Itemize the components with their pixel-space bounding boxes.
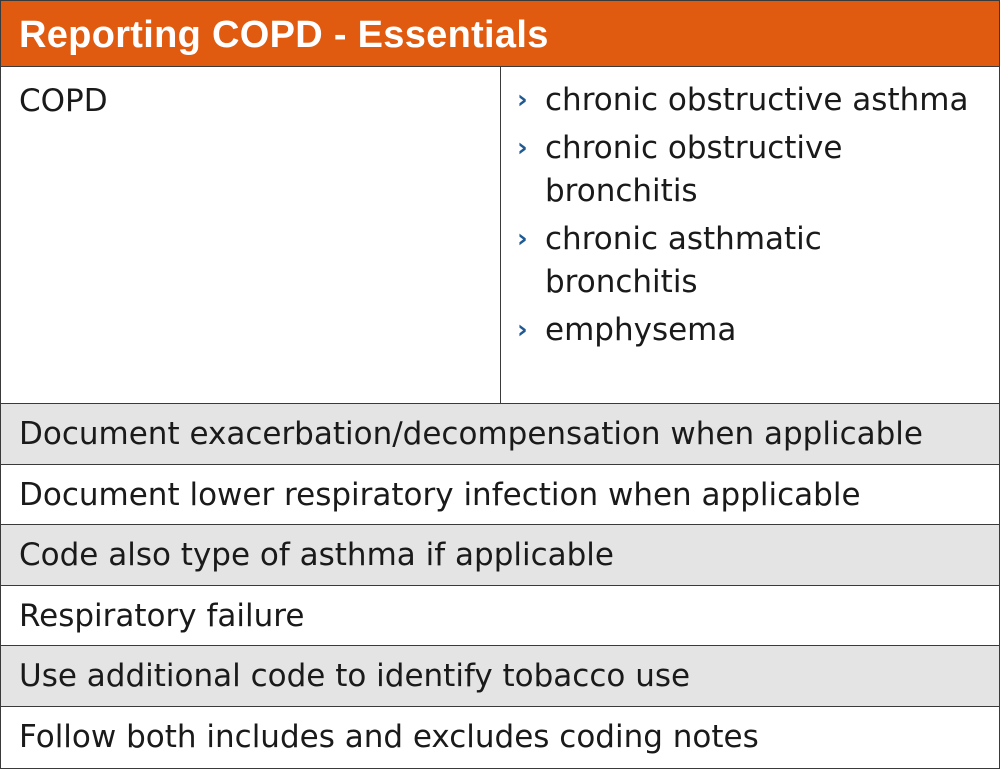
list-item-text: chronic obstructive asthma (545, 82, 969, 118)
copd-term-cell: COPD (1, 67, 501, 403)
list-item (517, 127, 999, 213)
table-row: Use additional code to identify tobacco use (1, 646, 999, 707)
list-item (517, 309, 999, 352)
chevron-right-icon: › (517, 133, 528, 163)
table-row: Document lower respiratory infection when applicable (1, 465, 999, 526)
list-item-text: chronic asthmatic bronchitis (545, 221, 822, 300)
table-title: Reporting COPD - Essentials (1, 1, 999, 67)
copd-definition-row (1, 67, 999, 404)
list-item (517, 218, 999, 304)
list-item-text: emphysema (545, 312, 737, 348)
chevron-right-icon: › (517, 85, 528, 115)
chevron-right-icon: › (517, 224, 528, 254)
table-row: Code also type of asthma if applicable (1, 525, 999, 586)
table-row: Document exacerbation/decompensation when applicable (1, 404, 999, 465)
list-item (517, 79, 999, 122)
table-row: Follow both includes and excludes coding notes (19, 718, 759, 755)
chevron-right-icon: › (517, 315, 528, 345)
copd-includes-list (501, 67, 999, 403)
table-row: Respiratory failure (1, 586, 999, 647)
list-item-text: chronic obstructive bronchitis (545, 130, 843, 209)
